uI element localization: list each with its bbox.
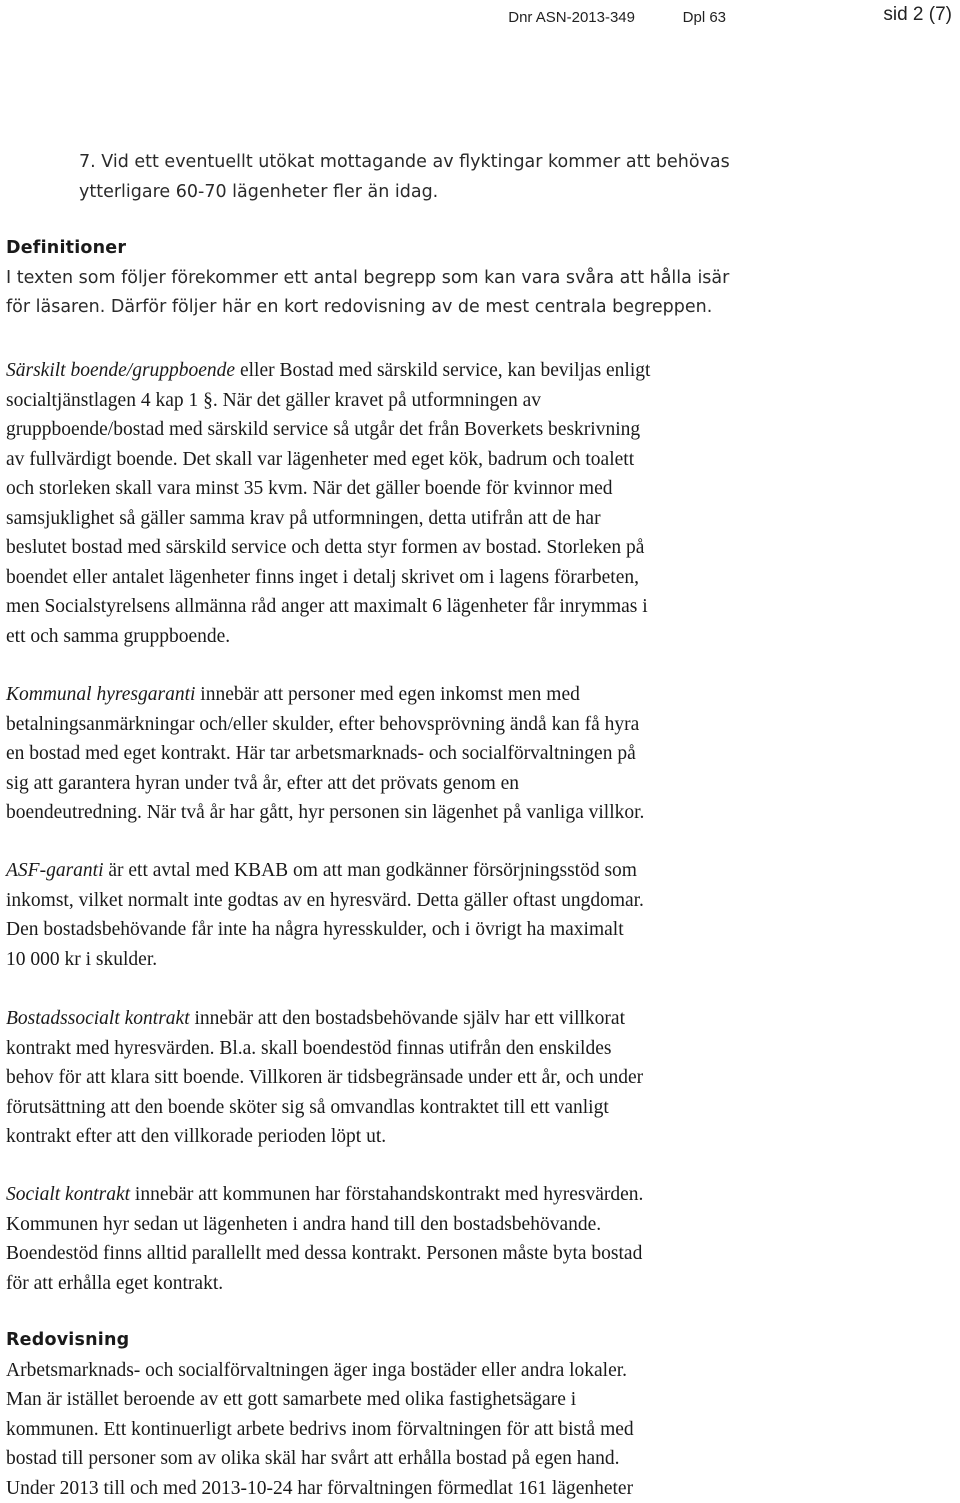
defined-term: Bostadssocialt kontrakt <box>6 1008 190 1029</box>
text-line: behov för att klara sitt boende. Villkoren är tidsbegränsade under ett år, och under <box>6 1063 954 1093</box>
term-definition-start: innebär att personer med egen inkomst men med <box>195 684 579 705</box>
text-line: Den bostadsbehövande får inte ha några hyresskulder, och i övrigt ha maximalt <box>6 915 954 945</box>
paragraph-sarskilt-boende <box>6 356 954 651</box>
text-line: Boendestöd finns alltid parallellt med dessa kontrakt. Personen måste byta bostad <box>6 1239 954 1269</box>
text-line: boendet eller antalet lägenheter finns inget i detalj skrivet om i lagens förarbeten, <box>6 563 954 593</box>
text-line: men Socialstyrelsens allmänna råd anger att maximalt 6 lägenheter får inrymmas i <box>6 592 954 622</box>
text-line: Man är istället beroende av ett gott samarbete med olika fastighetsägare i <box>6 1385 954 1415</box>
text-line: beslutet bostad med särskild service och detta styr formen av bostad. Storleken på <box>6 533 954 563</box>
text-line: Under 2013 till och med 2013-10-24 har förvaltningen förmedlat 161 lägenheter <box>6 1474 954 1503</box>
term-definition-start: är ett avtal med KBAB om att man godkänner försörjningsstöd som <box>104 860 637 881</box>
paragraph-asf-garanti <box>6 856 954 974</box>
document-part-number: Dpl 63 <box>683 9 726 26</box>
defined-term: Särskilt boende/gruppboende <box>6 360 235 381</box>
list-item-7 <box>79 148 730 207</box>
defined-term: ASF-garanti <box>6 860 104 881</box>
section-redovisning <box>6 1326 954 1503</box>
paragraph-kommunal-hyresgaranti <box>6 680 954 828</box>
text-line: 10 000 kr i skulder. <box>6 945 954 975</box>
text-line: sig att garantera hyran under två år, efter att det prövats genom en <box>6 769 954 799</box>
defined-term: Socialt kontrakt <box>6 1184 130 1205</box>
text-line <box>6 356 954 386</box>
text-line: bostad till personer som av olika skäl har svårt att erhålla bostad på egen hand. <box>6 1444 954 1474</box>
text-line: boendeutredning. När två år har gått, hyr personen sin lägenhet på vanliga villkor. <box>6 798 954 828</box>
section-intro <box>6 264 954 323</box>
section-heading: Definitioner <box>6 234 954 264</box>
section-body <box>6 1356 954 1503</box>
text-line: 7. Vid ett eventuellt utökat mottagande av flyktingar kommer att behövas <box>79 148 730 178</box>
text-line: Kommunen hyr sedan ut lägenheten i andra hand till den bostadsbehövande. <box>6 1210 954 1240</box>
text-line: ett och samma gruppboende. <box>6 622 954 652</box>
text-line <box>6 1180 954 1210</box>
text-line: kontrakt efter att den villkorade perioden löpt ut. <box>6 1122 954 1152</box>
text-line: socialtjänstlagen 4 kap 1 §. När det gäller kravet på utformningen av <box>6 386 954 416</box>
page-header <box>552 4 952 28</box>
text-line: gruppboende/bostad med särskild service så utgår det från Boverkets beskrivning <box>6 415 954 445</box>
section-definitioner <box>6 234 954 323</box>
text-line: I texten som följer förekommer ett antal begrepp som kan vara svåra att hålla isär <box>6 264 954 294</box>
text-line <box>6 856 954 886</box>
text-line <box>6 680 954 710</box>
paragraph-socialt-kontrakt <box>6 1180 954 1298</box>
text-line: för att erhålla eget kontrakt. <box>6 1269 954 1299</box>
text-line: Arbetsmarknads- och socialförvaltningen äger inga bostäder eller andra lokaler. <box>6 1356 954 1386</box>
text-line: för läsaren. Därför följer här en kort redovisning av de mest centrala begreppen. <box>6 293 954 323</box>
text-line: kontrakt med hyresvärden. Bl.a. skall boendestöd finnas utifrån den enskildes <box>6 1034 954 1064</box>
section-heading: Redovisning <box>6 1326 954 1356</box>
text-line: förutsättning att den boende sköter sig så omvandlas kontraktet till ett vanligt <box>6 1093 954 1123</box>
page-number: sid 2 (7) <box>883 4 952 26</box>
text-line: inkomst, vilket normalt inte godtas av en hyresvärd. Detta gäller oftast ungdomar. <box>6 886 954 916</box>
term-definition-start: innebär att den bostadsbehövande själv har ett villkorat <box>190 1008 625 1029</box>
term-definition-start: eller Bostad med särskild service, kan beviljas enligt <box>235 360 650 381</box>
text-line: och storleken skall vara minst 35 kvm. När det gäller boende för kvinnor med <box>6 474 954 504</box>
term-definition-start: innebär att kommunen har förstahandskontrakt med hyresvärden. <box>130 1184 643 1205</box>
text-line: betalningsanmärkningar och/eller skulder, efter behovsprövning ändå kan få hyra <box>6 710 954 740</box>
text-line: en bostad med eget kontrakt. Här tar arbetsmarknads- och socialförvaltningen på <box>6 739 954 769</box>
text-line: av fullvärdigt boende. Det skall var lägenheter med eget kök, badrum och toalett <box>6 445 954 475</box>
text-line: kommunen. Ett kontinuerligt arbete bedrivs inom förvaltningen för att bistå med <box>6 1415 954 1445</box>
defined-term: Kommunal hyresgaranti <box>6 684 195 705</box>
paragraph-bostadssocialt-kontrakt <box>6 1004 954 1152</box>
text-line: ytterligare 60-70 lägenheter fler än idag. <box>79 178 730 208</box>
text-line: samsjuklighet så gäller samma krav på utformningen, detta utifrån att de har <box>6 504 954 534</box>
text-line <box>6 1004 954 1034</box>
diary-number: Dnr ASN-2013-349 <box>508 9 635 26</box>
